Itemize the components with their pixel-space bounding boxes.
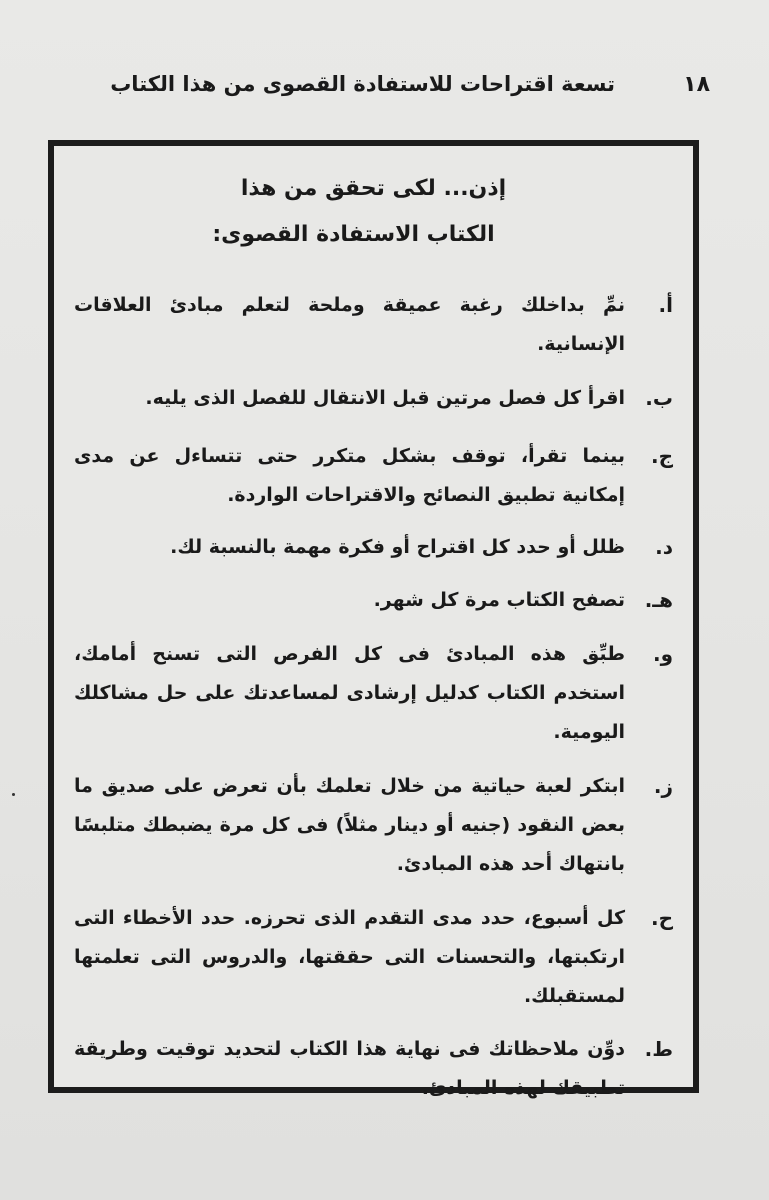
list-item-text: دوِّن ملاحظاتك فى نهاية هذا الكتاب لتحديد توقيت وطريقة تطبيقك لهذه المبادئ.: [74, 1038, 625, 1099]
box-intro: [54, 166, 693, 258]
list-item: [74, 581, 673, 620]
box-intro-line-1: إذن... لكى تحقق من هذا: [240, 176, 507, 201]
list-item-text: ظلل أو حدد كل اقتراح أو فكرة مهمة بالنسبة لك.: [170, 536, 625, 558]
list-item-text: ابتكر لعبة حياتية من خلال تعلمك بأن تعرض على صديق ما بعض النقود (جنيه أو دينار مثلاً) فى كل مرة يضبطك متلبسًا بانتهاك أحد هذه المبادئ.: [74, 775, 625, 875]
list-item: [74, 899, 673, 1016]
page-number: ١٨: [683, 72, 710, 97]
list-item: [74, 286, 673, 364]
list-item-marker: و.: [652, 642, 673, 666]
list-item-text: اقرأ كل فصل مرتين قبل الانتقال للفصل الذى يليه.: [145, 387, 625, 409]
suggestions-list: [74, 286, 673, 1108]
list-item: [74, 379, 673, 418]
list-item-marker: ز.: [653, 774, 673, 798]
list-item: [74, 635, 673, 752]
list-item: [74, 1030, 673, 1108]
box-intro-line-2: الكتاب الاستفادة القصوى:: [212, 222, 495, 247]
list-item-marker: د.: [655, 535, 673, 559]
list-item-text: كل أسبوع، حدد مدى التقدم الذى تحرزه. حدد الأخطاء التى ارتكبتها، والتحسنات التى حققتها، والدروس التى تعلمتها لمستقبلك.: [74, 907, 625, 1007]
list-item-marker: ط.: [644, 1037, 673, 1061]
list-item: [74, 528, 673, 567]
running-header-title: تسعة اقتراحات للاستفادة القصوى من هذا الكتاب: [110, 72, 615, 96]
list-item: [74, 437, 673, 515]
ink-speck: [12, 793, 15, 796]
list-item: [74, 767, 673, 884]
list-item-marker: ج.: [650, 444, 673, 468]
bordered-box: [48, 140, 699, 1099]
list-item-text: بينما تقرأ، توقف بشكل متكرر حتى تتساءل عن مدى إمكانية تطبيق النصائح والاقتراحات الواردة.: [74, 445, 625, 506]
list-item-marker: أ.: [658, 293, 673, 317]
running-header: [60, 72, 710, 112]
list-item-marker: ح.: [650, 906, 673, 930]
list-item-marker: ب.: [645, 386, 673, 410]
list-item-marker: هـ.: [644, 588, 673, 612]
list-item-text: طبِّق هذه المبادئ فى كل الفرص التى تسنح أمامك، استخدم الكتاب كدليل إرشادى لمساعدتك على حل مشاكلك اليومية.: [74, 643, 625, 743]
list-item-text: نمِّ بداخلك رغبة عميقة وملحة لتعلم مبادئ العلاقات الإنسانية.: [74, 294, 625, 355]
list-item-text: تصفح الكتاب مرة كل شهر.: [373, 589, 625, 611]
